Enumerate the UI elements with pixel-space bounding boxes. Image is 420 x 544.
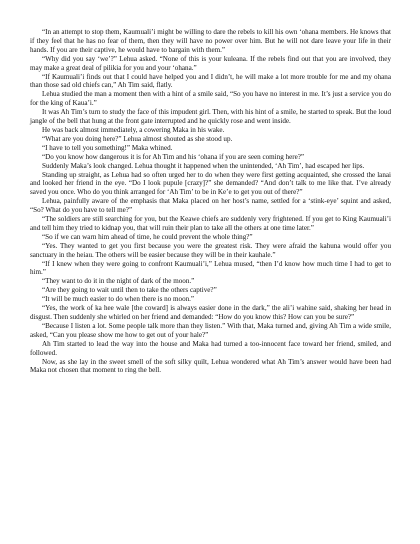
paragraph: Lehua, painfully aware of the emphasis that Maka placed on her host’s name, settled for a ‘stink-eye’ squint and asked, “So? What do you have to tell me?” xyxy=(30,197,391,215)
paragraph: He was back almost immediately, a cowering Maka in his wake. xyxy=(42,125,225,134)
paragraph: Suddenly Maka’s look changed. Lehua thought it happened when the unintended, ‘Ah Tim’, had escaped her lips. xyxy=(42,161,365,170)
paragraph: It was Ah Tim’s turn to study the face of this impudent girl. Then, with his hint of a smile, he started to speak. But the loud jangle of the bell that hung at the front gate interrupted and he quickly rose and went inside. xyxy=(30,108,391,126)
paragraph: “Why did you say ‘we’?” Lehua asked. “None of this is your kuleana. If the rebels find out that you are involved, they may make a great deal of pilikia for you and your ‘ohana.” xyxy=(30,54,391,72)
paragraph: “So if we can warn him ahead of time, he could prevent the whole thing?” xyxy=(42,232,253,241)
paragraph: “In an attempt to stop them, Kaumuali’i might be willing to dare the rebels to kill his own ‘ohana members. He knows that if they feel that he has no fear of them, then they will have no power over him. But he will not dare leave your life in their hands. If you are their captive, he would have to bargain with them.” xyxy=(30,28,391,54)
paragraph: “Do you know how dangerous it is for Ah Tim and his ‘ohana if you are seen coming here?” xyxy=(42,152,305,161)
paragraph: “If Kaumuali’i finds out that I could have helped you and I didn’t, he will make a lot more trouble for me and my ohana than those sad old chiefs can,” Ah Tim said, flatly. xyxy=(30,72,391,90)
paragraph: “If I knew when they were going to confront Kaumuali’i,” Lehua mused, “then I’d know how much time I had to get to him.” xyxy=(30,259,391,277)
paragraph: Now, as she lay in the sweet smell of the soft silky quilt, Lehua wondered what Ah Tim’s answer would have been had Maka not chosen that moment to ring the bell. xyxy=(30,357,391,375)
paragraph: Lehua studied the man a moment then with a hint of a smile said, “So you have no interest in me. It’s just a service you do for the king of Kaua’i.” xyxy=(30,90,391,108)
paragraph: “Are they going to wait until then to take the others captive?” xyxy=(42,286,217,295)
paragraph: “Because I listen a lot. Some people talk more than they listen.” With that, Maka turned and, giving Ah Tim a wide smile, asked, “Can you please show me how to get out of your hale?” xyxy=(30,321,391,339)
paragraph: “They want to do it in the night of dark of the moon.” xyxy=(42,277,195,286)
paragraph: Standing up straight, as Lehua had so often urged her to do when they were first getting acquainted, she crossed the lanai and looked her friend in the eye. “Do I look pupule [crazy]?” she demanded? “And don’t talk to me like that. I’ve already saved you once. Who do you think arranged for ‘Ah Tim’ to be in Ke’e to get you out of there?” xyxy=(30,170,391,197)
paragraph: “Yes, the work of ka hee wale [the coward] is always easier done in the dark,” the ali’i wahine said, shaking her head in disgust. Then suddenly she whirled on her friend and demanded: “How do you know this? How can you be sure?” xyxy=(30,304,391,321)
paragraph: “It will be much easier to do when there is no moon.” xyxy=(42,295,195,304)
paragraph: “What are you doing here?” Lehua almost shouted as she stood up. xyxy=(42,134,233,143)
paragraph: “Yes. They wanted to get you first because you were the greatest risk. They were afraid the kahuna would offer you sanctuary in the heiau. The others will be easier because they will be in their kauhale.” xyxy=(30,241,391,259)
paragraph: “The soldiers are still searching for you, but the Keawe chiefs are suddenly very frightened. If you get to King Kaumuali’i and tell him they tried to kidnap you, that will ruin their plan to take all the others at one time later.” xyxy=(30,215,391,232)
page-body xyxy=(30,28,391,375)
paragraph: Ah Tim started to lead the way into the house and Maka had turned a too-innocent face toward her friend, smiled, and followed. xyxy=(30,339,391,357)
paragraph: “I have to tell you something!” Maka whined. xyxy=(42,143,173,152)
